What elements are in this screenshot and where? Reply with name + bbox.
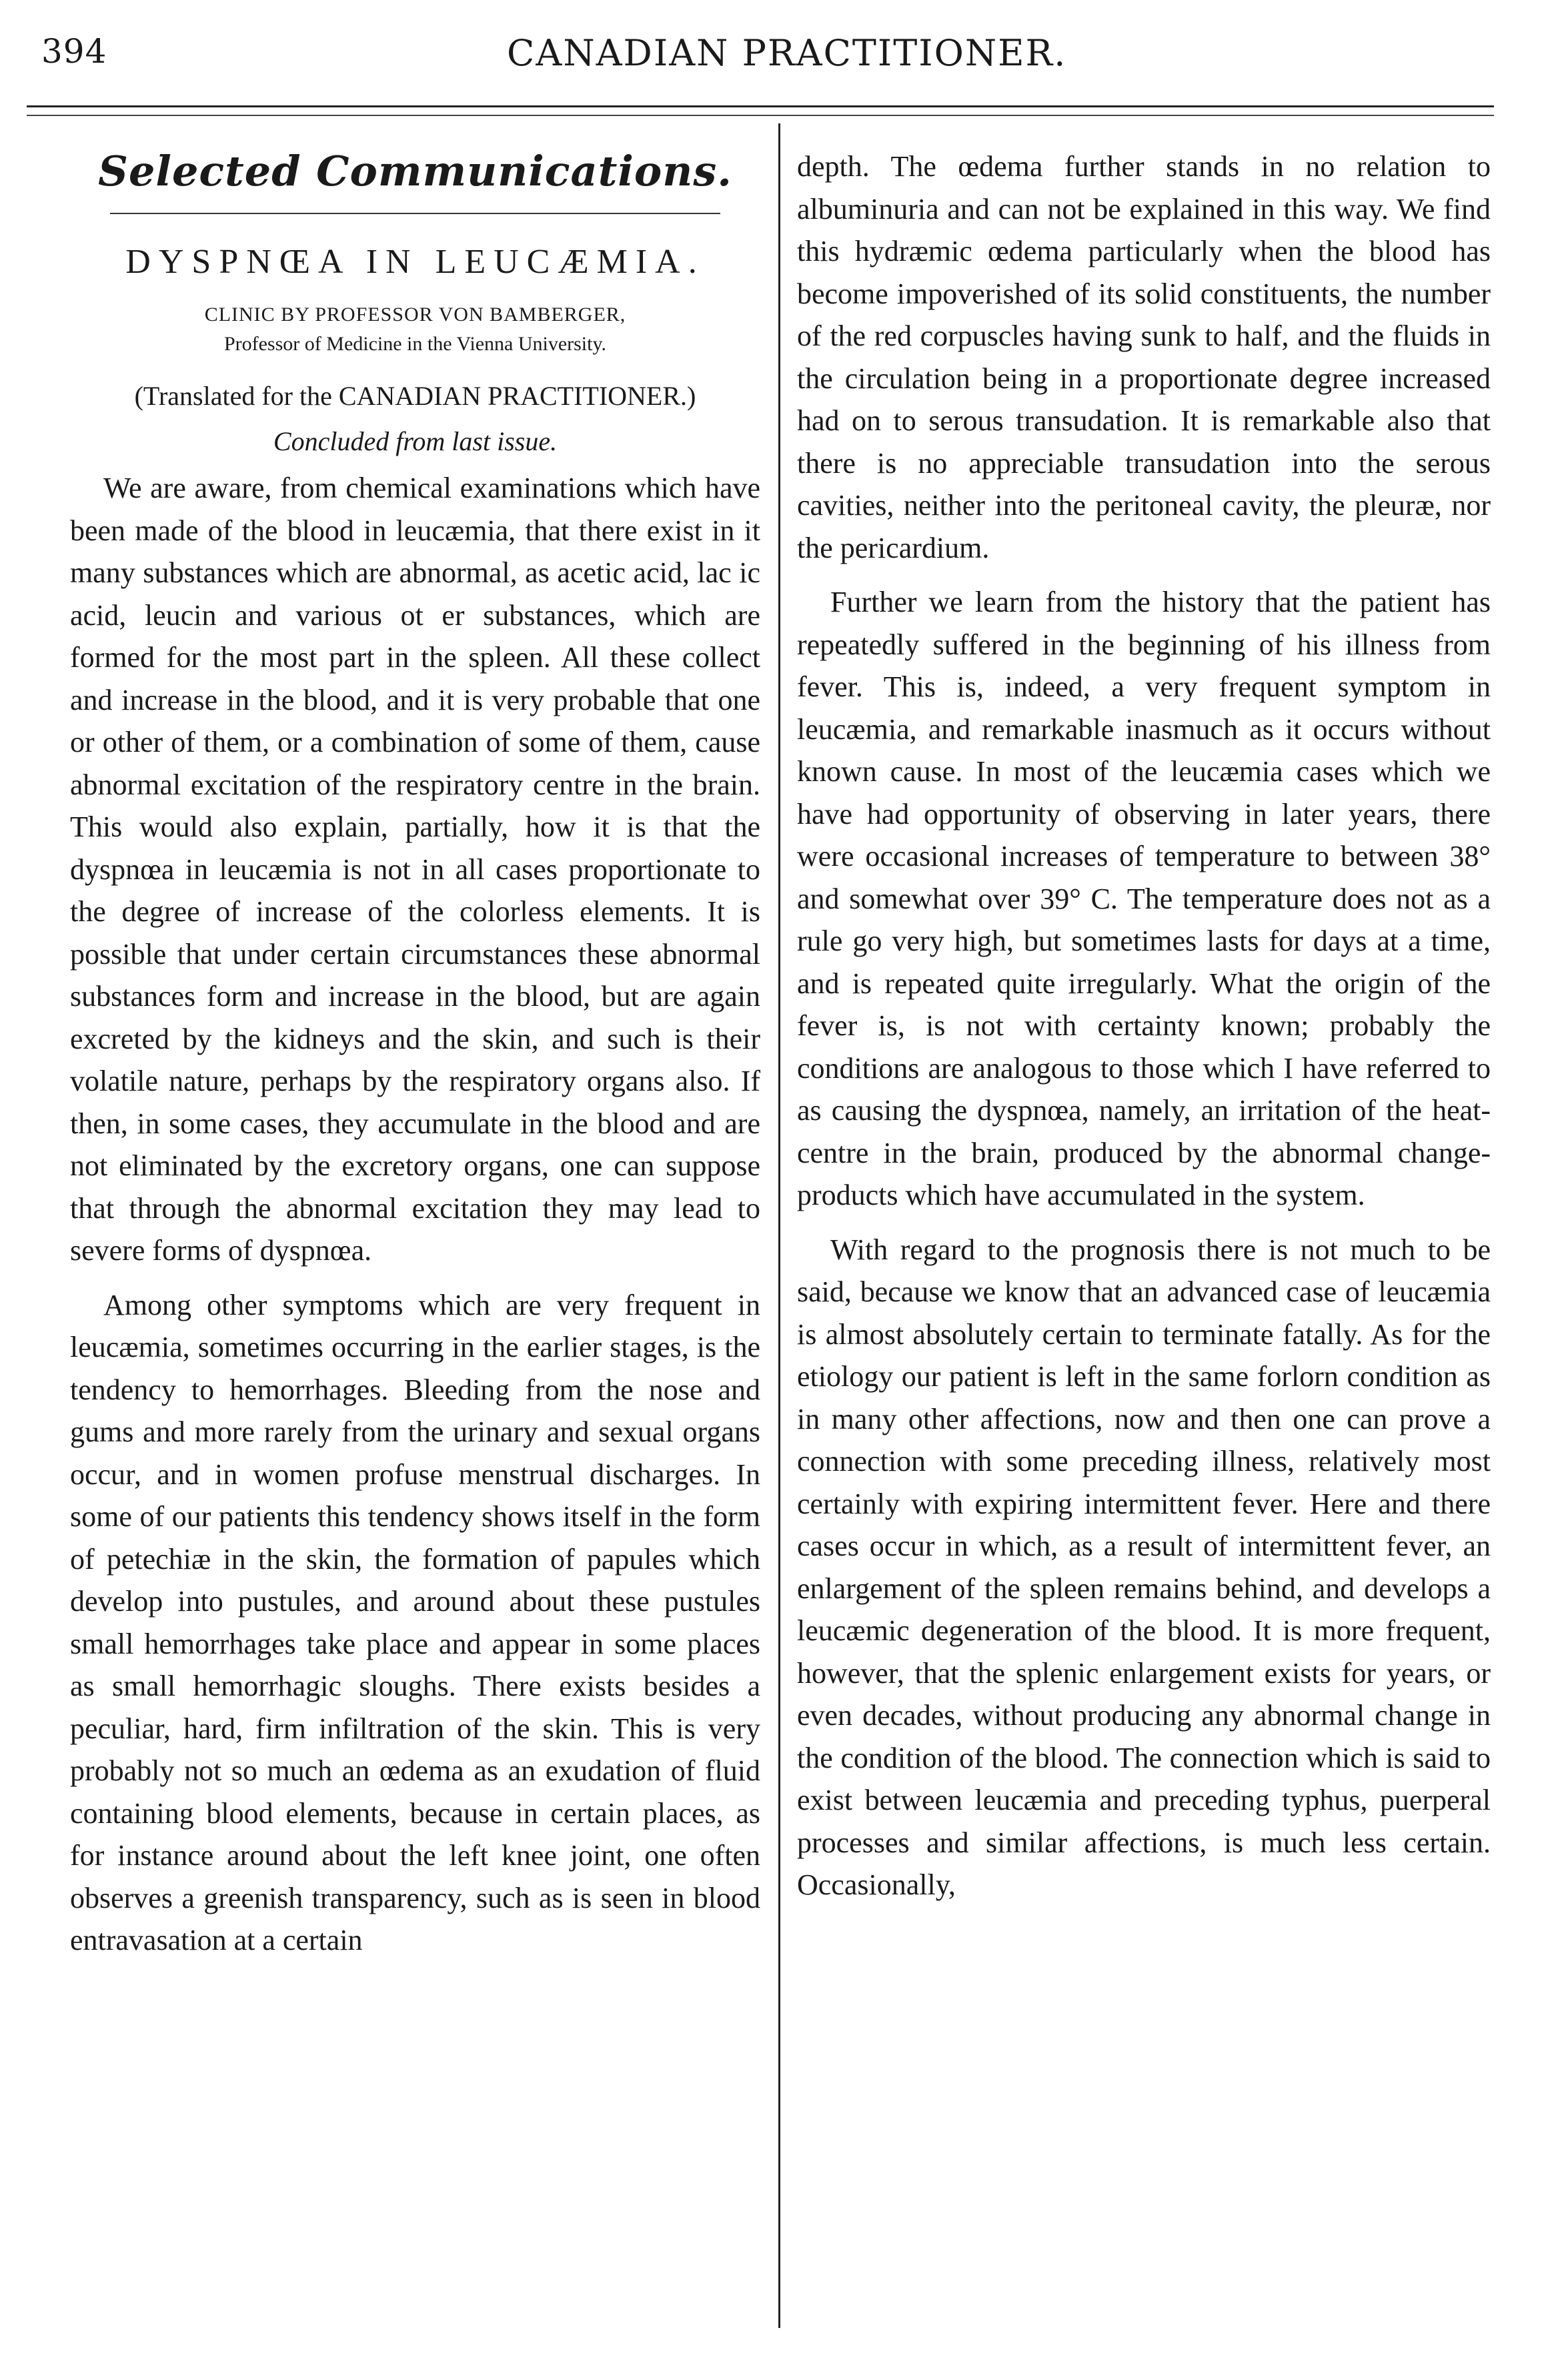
paragraph: Among other symptoms which are very frequent in leucæmia, sometimes occurring in the earlier stages, is the tendency to hemorrhages. Bleeding from the nose and gums and more rarely from the urinary and sexual organs occur, and in women profuse menstrual discharges. In some of our patients this tendency shows itself in the form of petechiæ in the skin, the formation of papules which develop into pustules, and around about these pustules small hemorrhages take place and appear in some places as small hemorrhagic sloughs. There exists besides a peculiar, hard, firm infiltration of the skin. This is very probably not so much an œdema as an exudation of fluid containing blood elements, because in certain places, as for instance around about the left knee joint, one often observes a greenish transparency, such as is seen in blood entravasation at a certain (70, 1288, 760, 1956)
section-heading: Selected Communications. (98, 147, 732, 195)
paragraph: depth. The œdema further stands in no relation to albuminuria and can not be explained in this way. We find this hydræmic œdema particularly when the blood has become impoverished of its solid constituents, the number of the red corpuscles having sunk to half, and the fluids in the circulation being in a proportionate degree increased had on to serous transudation. It is remarkable also that there is no appreciable transudation into the serous cavities, neither into the peritoneal cavity, the pleuræ, nor the pericardium. (797, 150, 1491, 564)
author-affiliation: Professor of Medicine in the Vienna University. (223, 333, 607, 355)
paragraph: We are aware, from chemical examinations which have been made of the blood in leucæmia, that there exist in it many substances which are abnormal, as acetic acid, lac ic acid, leucin and various ot er substances, which are formed for the most part in the spleen. All these collect and increase in the blood, and it is very probable that one or other of them, or a combination of some of them, cause abnormal excitation of the respiratory centre in the brain. This would also explain, partially, how it is that the dyspnœa in leucæmia is not in all cases proportionate to the degree of increase of the colorless elements. It is possible that under certain circumstances these abnormal substances form and increase in the blood, but are again excreted by the kidneys and the skin, and such is their volatile nature, perhaps by the respiratory organs also. If then, in some cases, they accumulate in the blood and are not eliminated by the excretory organs, one can suppose that through the abnormal excitation they may lead to severe forms of dyspnœa. (70, 472, 760, 1267)
header-rule-secondary (27, 115, 1494, 116)
right-column (797, 145, 1491, 1906)
continuation-note: Concluded from last issue. (273, 426, 558, 456)
section-rule (110, 213, 720, 214)
running-title: CANADIAN PRACTITIONER. (507, 32, 1067, 74)
column-divider (778, 123, 780, 2328)
paragraph: Further we learn from the history that the patient has repeatedly suffered in the beginning of his illness from fever. This is, indeed, a very frequent symptom in leucæmia, and remarkable inasmuch as it occurs without known cause. In most of the leucæmia cases which we have had opportunity of observing in later years, there were occasional increases of temperature to between 38° and somewhat over 39° C. The temperature does not as a rule go very high, but sometimes lasts for days at a time, and is repeated quite irregularly. What the origin of the fever is, is not with certainty known; probably the conditions are analogous to those which I have referred to as causing the dyspnœa, namely, an irritation of the heat-centre in the brain, produced by the abnormal change-products which have accumulated in the system. (797, 586, 1491, 1211)
header-rule (27, 105, 1494, 107)
article-byline: CLINIC BY PROFESSOR VON BAMBERGER, (204, 304, 626, 326)
paragraph: With regard to the prognosis there is not much to be said, because we know that an advanced case of leucæmia is almost absolutely certain to terminate fatally. As for the etiology our patient is left in the same forlorn condition as in many other affections, now and then one can prove a connection with some preceding illness, relatively most certainly with expiring intermittent fever. Here and there cases occur in which, as a result of intermittent fever, an enlargement of the spleen remains behind, and develops a leucæmic degeneration of the blood. It is more frequent, however, that the splenic enlargement exists for years, or even decades, without producing any abnormal change in the condition of the blood. The connection which is said to exist between leucæmia and preceding typhus, puerperal processes and similar affections, is much less certain. Occasionally, (797, 1233, 1491, 1901)
translation-note: (Translated for the CANADIAN PRACTITIONER.) (134, 381, 696, 411)
page-number: 394 (41, 32, 107, 71)
article-title: DYSPNŒA IN LEUCÆMIA. (125, 242, 705, 281)
left-column (70, 137, 760, 1962)
